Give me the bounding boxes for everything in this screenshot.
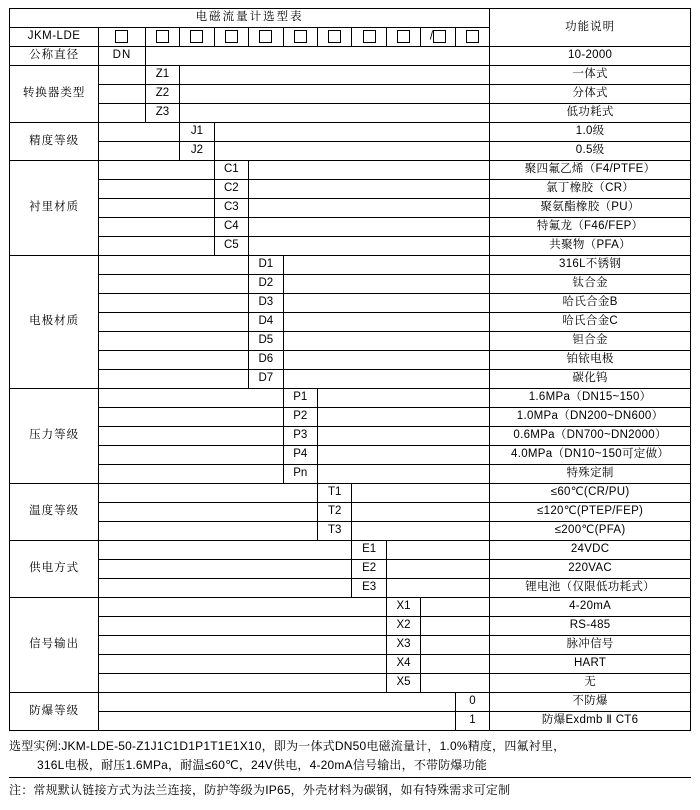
- checkbox-icon: [225, 30, 238, 43]
- model-box-9[interactable]: [386, 28, 420, 47]
- blank-cell: [283, 256, 490, 275]
- blank-cell: [249, 180, 490, 199]
- table-row-pressure-3: [10, 427, 691, 446]
- blank-cell: [99, 389, 283, 408]
- desc-p1: 1.6MPa（DN15~150）: [490, 389, 691, 408]
- blank-cell: [421, 636, 490, 655]
- blank-cell: [99, 408, 283, 427]
- blank-cell: [317, 389, 489, 408]
- blank-cell: [99, 503, 318, 522]
- code-c3: C3: [214, 199, 248, 218]
- blank-cell: [99, 427, 283, 446]
- desc-c1: 聚四氟乙烯（F4/PTFE）: [490, 161, 691, 180]
- model-box-11[interactable]: [455, 28, 490, 47]
- blank-cell: [386, 541, 489, 560]
- code-t2: T2: [317, 503, 351, 522]
- desc-d7: 碳化钨: [490, 370, 691, 389]
- note-example-line-1: 选型实例:JKM-LDE-50-Z1J1C1D1P1T1E1X10，即为一体式DN50电磁流量计，1.0%精度，四氟衬里，: [9, 739, 566, 753]
- blank-cell: [421, 598, 490, 617]
- blank-cell: [99, 104, 146, 123]
- table-row-electrode-4: [10, 313, 691, 332]
- row-label-pressure: 压力等级: [10, 389, 99, 484]
- table-row-lining-4: [10, 218, 691, 237]
- model-box-3[interactable]: [180, 28, 214, 47]
- row-label-lining: 衬里材质: [10, 161, 99, 256]
- blank-cell: [99, 541, 352, 560]
- blank-cell: [180, 104, 490, 123]
- desc-t1: ≤60℃(CR/PU): [490, 484, 691, 503]
- code-d7: D7: [249, 370, 283, 389]
- desc-e3: 锂电池（仅限低功耗式）: [490, 579, 691, 598]
- desc-z3: 低功耗式: [490, 104, 691, 123]
- code-d4: D4: [249, 313, 283, 332]
- code-c4: C4: [214, 218, 248, 237]
- blank-cell: [352, 484, 490, 503]
- table-row-electrode-3: [10, 294, 691, 313]
- desc-z2: 分体式: [490, 85, 691, 104]
- desc-ex-1: 防爆Exdmb Ⅱ CT6: [490, 712, 691, 731]
- blank-cell: [99, 256, 249, 275]
- selection-table: [9, 8, 691, 731]
- table-row-temperature-2: [10, 503, 691, 522]
- checkbox-icon: [466, 30, 479, 43]
- code-e3: E3: [352, 579, 386, 598]
- blank-cell: [99, 351, 249, 370]
- code-p3: P3: [283, 427, 317, 446]
- table-row-signal-1: [10, 598, 691, 617]
- blank-cell: [214, 142, 490, 161]
- checkbox-icon: [433, 30, 446, 43]
- table-title: 电磁流量计选型表: [10, 9, 490, 28]
- code-x5: X5: [386, 674, 420, 693]
- blank-cell: [317, 408, 489, 427]
- blank-cell: [249, 161, 490, 180]
- table-row-accuracy-2: [10, 142, 691, 161]
- notes-block: [9, 737, 691, 800]
- code-x4: X4: [386, 655, 420, 674]
- blank-cell: [99, 674, 387, 693]
- table-row-explosion-1: [10, 693, 691, 712]
- desc-t2: ≤120℃(PTEP/FEP): [490, 503, 691, 522]
- blank-cell: [249, 218, 490, 237]
- blank-cell: [99, 522, 318, 541]
- blank-cell: [352, 522, 490, 541]
- desc-p3: 0.6MPa（DN700~DN2000）: [490, 427, 691, 446]
- table-row-temperature-3: [10, 522, 691, 541]
- code-x3: X3: [386, 636, 420, 655]
- code-c2: C2: [214, 180, 248, 199]
- desc-p4: 4.0MPa（DN10~150可定做）: [490, 446, 691, 465]
- desc-e1: 24VDC: [490, 541, 691, 560]
- table-row-power-2: [10, 560, 691, 579]
- code-e1: E1: [352, 541, 386, 560]
- code-j2: J2: [180, 142, 214, 161]
- blank-cell: [99, 180, 214, 199]
- blank-cell: [99, 142, 180, 161]
- table-row-lining-1: [10, 161, 691, 180]
- desc-c4: 特氟龙（F46/FEP）: [490, 218, 691, 237]
- table-row-signal-2: [10, 617, 691, 636]
- model-box-4[interactable]: [214, 28, 248, 47]
- blank-cell: [99, 693, 456, 712]
- blank-cell: [386, 579, 489, 598]
- blank-cell: [421, 674, 490, 693]
- checkbox-icon: [259, 30, 272, 43]
- row-label-nominal-diameter: 公称直径: [10, 47, 99, 66]
- notes-divider: [9, 777, 691, 778]
- table-row-electrode-7: [10, 370, 691, 389]
- function-column-title: 功能说明: [490, 9, 691, 47]
- code-x2: X2: [386, 617, 420, 636]
- row-label-converter-type: 转换器类型: [10, 66, 99, 123]
- blank-cell: [99, 617, 387, 636]
- code-x1: X1: [386, 598, 420, 617]
- code-d6: D6: [249, 351, 283, 370]
- blank-cell: [99, 161, 214, 180]
- row-label-temperature: 温度等级: [10, 484, 99, 541]
- blank-cell: [352, 503, 490, 522]
- desc-e2: 220VAC: [490, 560, 691, 579]
- model-slash-box[interactable]: [421, 28, 455, 47]
- checkbox-icon: [156, 30, 169, 43]
- note-example-line-2: 316L电极，耐压1.6MPa，耐温≤60℃，24V供电，4-20mA信号输出，不带防爆功能: [37, 757, 488, 772]
- blank-cell: [99, 199, 214, 218]
- blank-cell: [283, 313, 490, 332]
- model-box-7[interactable]: [317, 28, 351, 47]
- blank-cell: [99, 237, 214, 256]
- code-pn: Pn: [283, 465, 317, 484]
- desc-nominal-diameter: 10-2000: [490, 47, 691, 66]
- table-row-signal-3: [10, 636, 691, 655]
- blank-cell: [249, 237, 490, 256]
- code-z3: Z3: [145, 104, 179, 123]
- table-row-signal-4: [10, 655, 691, 674]
- desc-t3: ≤200℃(PFA): [490, 522, 691, 541]
- blank-cell: [421, 617, 490, 636]
- row-label-power-supply: 供电方式: [10, 541, 99, 598]
- blank-cell: [99, 560, 352, 579]
- model-prefix: JKM-LDE: [10, 28, 99, 47]
- blank-cell: [99, 313, 249, 332]
- checkbox-icon: [397, 30, 410, 43]
- table-row-nominal-diameter: [10, 47, 691, 66]
- code-z1: Z1: [145, 66, 179, 85]
- row-label-accuracy: 精度等级: [10, 123, 99, 161]
- slash-separator: /: [429, 30, 434, 43]
- blank-cell: [99, 598, 387, 617]
- blank-cell: [180, 66, 490, 85]
- blank-cell: [180, 85, 490, 104]
- blank-cell: [99, 484, 318, 503]
- blank-cell: [214, 123, 490, 142]
- note-remark: 注：常规默认链接方式为法兰连接，防护等级为IP65，外壳材料为碳钢，如有特殊需求可定制: [9, 783, 511, 798]
- checkbox-icon: [328, 30, 341, 43]
- blank-cell: [317, 427, 489, 446]
- checkbox-icon: [190, 30, 203, 43]
- desc-d6: 铂铱电极: [490, 351, 691, 370]
- code-d3: D3: [249, 294, 283, 313]
- table-row-converter-type-3: [10, 104, 691, 123]
- desc-c2: 氯丁橡胶（CR）: [490, 180, 691, 199]
- desc-d2: 钛合金: [490, 275, 691, 294]
- table-row-converter-type-1: [10, 66, 691, 85]
- table-row-temperature-1: [10, 484, 691, 503]
- desc-p2: 1.0MPa（DN200~DN600）: [490, 408, 691, 427]
- checkbox-icon: [115, 30, 128, 43]
- table-row-electrode-6: [10, 351, 691, 370]
- blank-cell: [99, 370, 249, 389]
- model-box-5[interactable]: [249, 28, 283, 47]
- blank-cell: [283, 294, 490, 313]
- table-row-pressure-4: [10, 446, 691, 465]
- table-row-power-1: [10, 541, 691, 560]
- code-p1: P1: [283, 389, 317, 408]
- blank-cell: [386, 560, 489, 579]
- table-row-power-3: [10, 579, 691, 598]
- table-row-signal-5: [10, 674, 691, 693]
- table-row-converter-type-2: [10, 85, 691, 104]
- checkbox-icon: [294, 30, 307, 43]
- code-p4: P4: [283, 446, 317, 465]
- table-row-lining-5: [10, 237, 691, 256]
- table-row-lining-2: [10, 180, 691, 199]
- table-row-pressure-1: [10, 389, 691, 408]
- row-label-electrode: 电极材质: [10, 256, 99, 389]
- model-box-6[interactable]: [283, 28, 317, 47]
- desc-x2: RS-485: [490, 617, 691, 636]
- blank-cell: [99, 636, 387, 655]
- checkbox-icon: [363, 30, 376, 43]
- row-label-signal-output: 信号输出: [10, 598, 99, 693]
- model-box-2[interactable]: [145, 28, 179, 47]
- desc-x5: 无: [490, 674, 691, 693]
- blank-cell: [99, 655, 387, 674]
- blank-cell: [99, 218, 214, 237]
- code-d1: D1: [249, 256, 283, 275]
- desc-c5: 共聚物（PFA）: [490, 237, 691, 256]
- blank-cell: [99, 465, 283, 484]
- code-j1: J1: [180, 123, 214, 142]
- blank-cell: [145, 47, 489, 66]
- blank-cell: [421, 655, 490, 674]
- blank-cell: [283, 351, 490, 370]
- desc-d1: 316L不锈钢: [490, 256, 691, 275]
- blank-cell: [99, 85, 146, 104]
- desc-d5: 钽合金: [490, 332, 691, 351]
- blank-cell: [99, 446, 283, 465]
- desc-d4: 哈氏合金C: [490, 313, 691, 332]
- blank-cell: [99, 712, 456, 731]
- table-row-explosion-2: [10, 712, 691, 731]
- table-row-pressure-2: [10, 408, 691, 427]
- table-row-lining-3: [10, 199, 691, 218]
- model-box-1[interactable]: [99, 28, 146, 47]
- code-c1: C1: [214, 161, 248, 180]
- desc-j1: 1.0级: [490, 123, 691, 142]
- table-row-electrode-5: [10, 332, 691, 351]
- desc-x3: 脉冲信号: [490, 636, 691, 655]
- blank-cell: [99, 66, 146, 85]
- desc-ex-0: 不防爆: [490, 693, 691, 712]
- code-c5: C5: [214, 237, 248, 256]
- table-row-accuracy-1: [10, 123, 691, 142]
- code-p2: P2: [283, 408, 317, 427]
- blank-cell: [283, 370, 490, 389]
- blank-cell: [99, 275, 249, 294]
- desc-pn: 特殊定制: [490, 465, 691, 484]
- blank-cell: [99, 332, 249, 351]
- table-header-row: [10, 9, 691, 28]
- code-e2: E2: [352, 560, 386, 579]
- desc-c3: 聚氨酯橡胶（PU）: [490, 199, 691, 218]
- model-box-8[interactable]: [352, 28, 386, 47]
- code-d5: D5: [249, 332, 283, 351]
- desc-d3: 哈氏合金B: [490, 294, 691, 313]
- table-row-electrode-2: [10, 275, 691, 294]
- row-label-explosion-proof: 防爆等级: [10, 693, 99, 731]
- code-t3: T3: [317, 522, 351, 541]
- blank-cell: [99, 579, 352, 598]
- blank-cell: [99, 294, 249, 313]
- blank-cell: [317, 446, 489, 465]
- code-t1: T1: [317, 484, 351, 503]
- code-d2: D2: [249, 275, 283, 294]
- desc-x1: 4-20mA: [490, 598, 691, 617]
- desc-j2: 0.5级: [490, 142, 691, 161]
- table-row-pressure-5: [10, 465, 691, 484]
- code-z2: Z2: [145, 85, 179, 104]
- desc-z1: 一体式: [490, 66, 691, 85]
- blank-cell: [249, 199, 490, 218]
- code-dn: DN: [99, 47, 146, 66]
- code-ex-1: 1: [455, 712, 490, 731]
- code-ex-0: 0: [455, 693, 490, 712]
- blank-cell: [283, 332, 490, 351]
- table-row-electrode-1: [10, 256, 691, 275]
- blank-cell: [283, 275, 490, 294]
- blank-cell: [317, 465, 489, 484]
- desc-x4: HART: [490, 655, 691, 674]
- blank-cell: [99, 123, 180, 142]
